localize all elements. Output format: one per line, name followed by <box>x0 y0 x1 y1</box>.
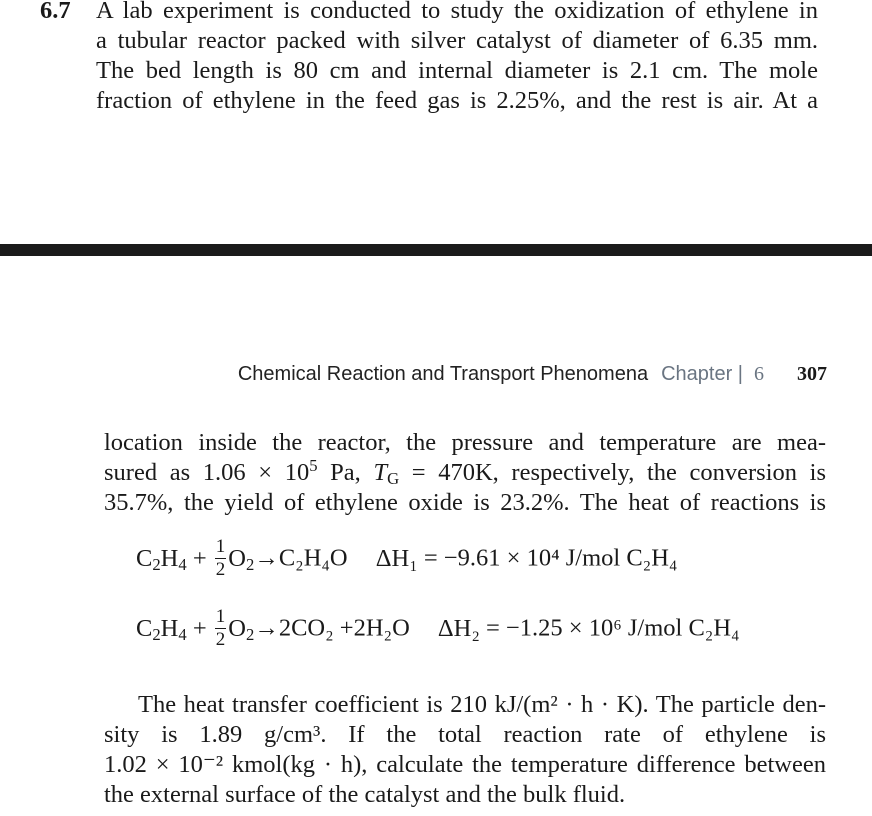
problem-line-4: fraction of ethylene in the feed gas is 2.25%, and the rest is air. At a <box>96 87 818 114</box>
page-divider <box>0 244 872 256</box>
final-line-1: The heat transfer coefficient is 210 kJ/(m² · h · K). The particle den- <box>138 691 826 718</box>
journal-title: Chemical Reaction and Transport Phenomena <box>237 363 649 385</box>
chapter-number: 6 <box>754 363 764 385</box>
final-line-3: 1.02 × 10⁻² kmol(kg · h), calculate the temperature difference between <box>104 751 826 778</box>
running-header <box>238 360 827 388</box>
final-line-2: sity is 1.89 g/cm³. If the total reaction rate of ethylene is <box>104 721 826 748</box>
problem-number: 6.7 <box>40 0 71 24</box>
fraction-half: $\frac{1}{2}$ <box>215 606 226 650</box>
problem-line-2: a tubular reactor packed with silver catalyst of diameter of 6.35 mm. <box>96 27 818 54</box>
problem-line-1: A lab experiment is conducted to study the oxidization of ethylene in <box>96 0 818 24</box>
fraction-half: $\frac{1}{2}$ <box>215 536 226 580</box>
page-number: 307 <box>797 363 827 385</box>
problem-line-3: The bed length is 80 cm and internal diameter is 2.1 cm. The mole <box>96 57 818 84</box>
body-line-1: location inside the reactor, the pressure and temperature are mea- <box>104 429 826 456</box>
chapter-label: Chapter | <box>661 363 743 385</box>
reaction-equation-2: $C_2H_4$ + $\frac{1}{2}$ $O_2\to 2CO_2 +2H_2O$ ΔH₂ = −1.25 × 10⁶ J/mol C₂H₄ <box>136 606 740 650</box>
body-line-3: 35.7%, the yield of ethylene oxide is 23.2%. The heat of reactions is <box>104 489 826 516</box>
body-line-2: sured as $1.06 \times 10^5$ Pa, $T_G = 470K$, respectively, the conversion is <box>104 455 826 489</box>
final-line-4: the external surface of the catalyst and the bulk fluid. <box>104 781 626 808</box>
reaction-equation-1: $C_2H_4$ + $\frac{1}{2}$ $O_2\to C_2H_4O$ ΔH₁ = −9.61 × 10⁴ J/mol C₂H₄ <box>136 536 678 580</box>
